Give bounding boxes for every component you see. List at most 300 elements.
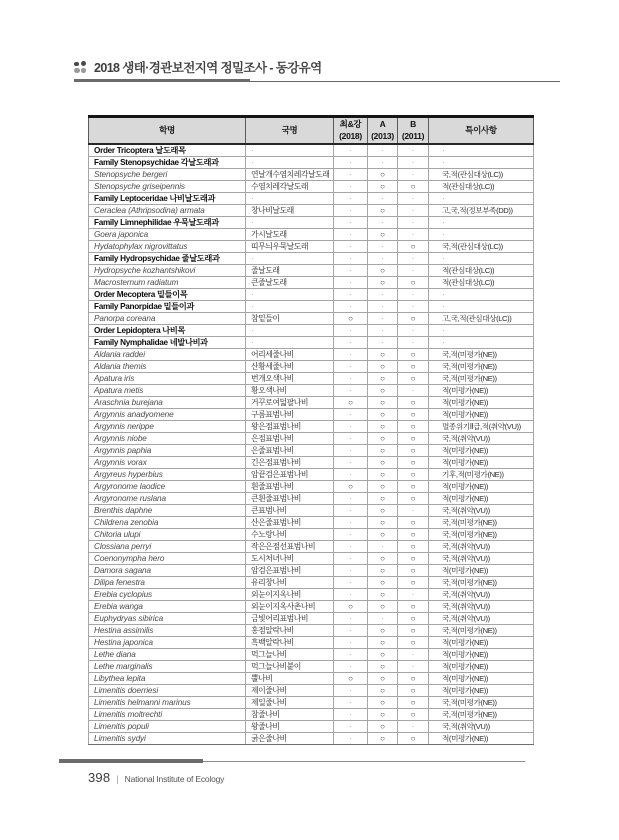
survey-2018-cell: ·: [334, 193, 368, 205]
survey-2013-cell: ○: [368, 457, 398, 469]
survey-2013-cell: ·: [368, 289, 398, 301]
korean-name-cell: 외눈이지옥나비: [246, 589, 334, 601]
table-head: [89, 117, 534, 145]
species-row: [89, 565, 534, 577]
korean-name-cell: 외눈이지옥사촌나비: [246, 601, 334, 613]
survey-2011-cell: ○: [398, 457, 429, 469]
species-row: [89, 277, 534, 289]
korean-name-cell: 참줄나비: [246, 709, 334, 721]
species-row: [89, 553, 534, 565]
species-row: [89, 601, 534, 613]
species-row: [89, 373, 534, 385]
scientific-name-cell: Hestina assimilis: [89, 625, 246, 637]
survey-2013-cell: ○: [368, 517, 398, 529]
note-cell: 적(관심대상(LC)): [429, 265, 534, 277]
page-header: [74, 59, 560, 82]
survey-2011-cell: ·: [398, 325, 429, 337]
survey-2013-cell: ·: [368, 613, 398, 625]
note-cell: 국,적(취약(VU)): [429, 721, 534, 733]
note-cell: 적(미평가(NE)): [429, 385, 534, 397]
column-header-3: 최&강 (2018): [334, 117, 368, 145]
survey-2011-cell: ○: [398, 565, 429, 577]
survey-2018-cell: ·: [334, 385, 368, 397]
survey-2011-cell: ·: [398, 505, 429, 517]
survey-2018-cell: ·: [334, 685, 368, 697]
survey-2018-cell: ·: [334, 253, 368, 265]
note-cell: ·: [429, 229, 534, 241]
survey-2011-cell: ·: [398, 721, 429, 733]
survey-2013-cell: ○: [368, 385, 398, 397]
survey-2011-cell: ○: [398, 421, 429, 433]
note-cell: ·: [429, 301, 534, 313]
survey-2011-cell: ○: [398, 241, 429, 253]
note-cell: 적(미평가(NE)): [429, 397, 534, 409]
survey-2011-cell: ○: [398, 433, 429, 445]
footer-separator: |: [116, 774, 119, 784]
korean-name-cell: 띠무늬우묵날도래: [246, 241, 334, 253]
survey-2018-cell: ·: [334, 325, 368, 337]
survey-2018-cell: ○: [334, 313, 368, 325]
column-header-5: B (2011): [398, 117, 429, 145]
korean-name-cell: ·: [246, 289, 334, 301]
page-number: 398: [88, 770, 111, 785]
note-cell: ·: [429, 289, 534, 301]
scientific-name-cell: Stenopsyche griseipennis: [89, 181, 246, 193]
species-row: [89, 469, 534, 481]
note-cell: 기후,적(미평가(NE)): [429, 469, 534, 481]
note-cell: 적(미평가(NE)): [429, 673, 534, 685]
group-row: [89, 144, 534, 157]
note-cell: 국,적(취약(VU)): [429, 541, 534, 553]
species-row: [89, 361, 534, 373]
note-cell: 국,적(미평가(NE)): [429, 709, 534, 721]
survey-2011-cell: ·: [398, 229, 429, 241]
species-row: [89, 493, 534, 505]
scientific-name-cell: Argynnis niobe: [89, 433, 246, 445]
scientific-name-cell: Euphydryas sibirica: [89, 613, 246, 625]
note-cell: 적(미평가(NE)): [429, 457, 534, 469]
group-row: [89, 289, 534, 301]
species-row: [89, 721, 534, 733]
survey-2018-cell: ·: [334, 589, 368, 601]
species-row: [89, 625, 534, 637]
korean-name-cell: 흰줄표범나비: [246, 481, 334, 493]
korean-name-cell: 먹그늘나비붙이: [246, 661, 334, 673]
species-row: [89, 349, 534, 361]
survey-2013-cell: ○: [368, 481, 398, 493]
species-row: [89, 409, 534, 421]
survey-2013-cell: ·: [368, 253, 398, 265]
scientific-name-cell: Argyronome ruslana: [89, 493, 246, 505]
scientific-name-cell: Family Panorpidae 밑들이과: [89, 301, 246, 313]
korean-name-cell: 창나비날도래: [246, 205, 334, 217]
note-cell: 국,적(미평가(NE)): [429, 529, 534, 541]
survey-2011-cell: ○: [398, 445, 429, 457]
species-row: [89, 505, 534, 517]
note-cell: 국,적(미평가(NE)): [429, 517, 534, 529]
survey-2018-cell: ·: [334, 709, 368, 721]
species-table: [88, 115, 534, 745]
note-cell: ·: [429, 157, 534, 169]
scientific-name-cell: Ceraclea (Athripsodina) armata: [89, 205, 246, 217]
note-cell: 국,적(취약(VU)): [429, 505, 534, 517]
korean-name-cell: 구름표범나비: [246, 409, 334, 421]
column-header-2: 국명: [246, 117, 334, 145]
scientific-name-cell: Limenitis doerriesi: [89, 685, 246, 697]
note-cell: 적(미평가(NE)): [429, 445, 534, 457]
korean-name-cell: 줄날도래: [246, 265, 334, 277]
survey-2011-cell: ·: [398, 157, 429, 169]
survey-2013-cell: ○: [368, 589, 398, 601]
note-cell: 국,적(미평가(NE)): [429, 349, 534, 361]
survey-2018-cell: ·: [334, 301, 368, 313]
species-row: [89, 385, 534, 397]
note-cell: 적(미평가(NE)): [429, 637, 534, 649]
scientific-name-cell: Family Leptoceridae 나비날도래과: [89, 193, 246, 205]
note-cell: 적(관심대상(LC)): [429, 277, 534, 289]
scientific-name-cell: Order Mecoptera 밑들이목: [89, 289, 246, 301]
survey-2013-cell: ○: [368, 601, 398, 613]
note-cell: 국,적(취약(VU)): [429, 601, 534, 613]
scientific-name-cell: Apatura metis: [89, 385, 246, 397]
survey-2013-cell: ○: [368, 673, 398, 685]
species-row: [89, 313, 534, 325]
survey-2013-cell: ○: [368, 493, 398, 505]
korean-name-cell: 어리세줄나비: [246, 349, 334, 361]
survey-2013-cell: ○: [368, 433, 398, 445]
survey-2018-cell: ·: [334, 229, 368, 241]
survey-2011-cell: ○: [398, 481, 429, 493]
survey-2013-cell: ·: [368, 241, 398, 253]
survey-2013-cell: ○: [368, 397, 398, 409]
korean-name-cell: 도시처녀나비: [246, 553, 334, 565]
survey-2018-cell: ·: [334, 241, 368, 253]
survey-2018-cell: ○: [334, 601, 368, 613]
note-cell: 국,적(미평가(NE)): [429, 361, 534, 373]
korean-name-cell: 제일줄나비: [246, 697, 334, 709]
survey-2011-cell: ·: [398, 169, 429, 181]
survey-2013-cell: ·: [368, 193, 398, 205]
survey-2011-cell: ·: [398, 661, 429, 673]
survey-2018-cell: ·: [334, 517, 368, 529]
species-row: [89, 637, 534, 649]
korean-name-cell: 황오색나비: [246, 385, 334, 397]
korean-name-cell: 큰흰줄표범나비: [246, 493, 334, 505]
note-cell: 적(미평가(NE)): [429, 733, 534, 745]
note-cell: 국,적(취약(VU)): [429, 589, 534, 601]
survey-2011-cell: ·: [398, 265, 429, 277]
survey-2013-cell: ○: [368, 721, 398, 733]
survey-2018-cell: ·: [334, 457, 368, 469]
survey-2011-cell: ○: [398, 493, 429, 505]
survey-2018-cell: ·: [334, 337, 368, 349]
survey-2018-cell: ·: [334, 577, 368, 589]
species-row: [89, 265, 534, 277]
korean-name-cell: 참밑들이: [246, 313, 334, 325]
note-cell: 적(관심대상(LC)): [429, 181, 534, 193]
survey-2018-cell: ·: [334, 721, 368, 733]
column-header-1: 학명: [89, 117, 246, 145]
note-cell: 멸종위기Ⅱ급,적(취약(VU)): [429, 421, 534, 433]
survey-2011-cell: ○: [398, 349, 429, 361]
korean-name-cell: 흑백알락나비: [246, 637, 334, 649]
survey-2011-cell: ·: [398, 289, 429, 301]
note-cell: 적(미평가(NE)): [429, 481, 534, 493]
survey-2011-cell: ·: [398, 337, 429, 349]
scientific-name-cell: Limenitis helmanni marinus: [89, 697, 246, 709]
survey-2011-cell: ○: [398, 697, 429, 709]
korean-name-cell: 은점표범나비: [246, 433, 334, 445]
korean-name-cell: 산황세줄나비: [246, 361, 334, 373]
survey-2013-cell: ○: [368, 469, 398, 481]
survey-2018-cell: ·: [334, 637, 368, 649]
note-cell: ·: [429, 193, 534, 205]
survey-2011-cell: ○: [398, 625, 429, 637]
survey-2018-cell: ·: [334, 289, 368, 301]
scientific-name-cell: Argyronome laodice: [89, 481, 246, 493]
note-cell: 적(미평가(NE)): [429, 661, 534, 673]
header-title-line: [74, 59, 560, 75]
species-row: [89, 697, 534, 709]
note-cell: 국,적(취약(VU)): [429, 433, 534, 445]
survey-2011-cell: ·: [398, 301, 429, 313]
species-row: [89, 673, 534, 685]
scientific-name-cell: Family Limnephilidae 우묵날도래과: [89, 217, 246, 229]
survey-2011-cell: ○: [398, 373, 429, 385]
survey-2018-cell: ·: [334, 409, 368, 421]
column-header-6: 특이사항: [429, 117, 534, 145]
survey-2011-cell: ○: [398, 397, 429, 409]
scientific-name-cell: Lethe marginalis: [89, 661, 246, 673]
survey-2013-cell: ○: [368, 625, 398, 637]
scientific-name-cell: Clossiana perryi: [89, 541, 246, 553]
group-row: [89, 325, 534, 337]
survey-2013-cell: ○: [368, 505, 398, 517]
survey-2018-cell: ·: [334, 144, 368, 157]
species-row: [89, 181, 534, 193]
survey-2018-cell: ·: [334, 505, 368, 517]
survey-2011-cell: ○: [398, 637, 429, 649]
scientific-name-cell: Argynnis paphia: [89, 445, 246, 457]
survey-2013-cell: ○: [368, 565, 398, 577]
scientific-name-cell: Lethe diana: [89, 649, 246, 661]
species-row: [89, 649, 534, 661]
species-row: [89, 661, 534, 673]
survey-2011-cell: ○: [398, 517, 429, 529]
survey-2018-cell: ·: [334, 697, 368, 709]
korean-name-cell: 제이줄나비: [246, 685, 334, 697]
survey-2018-cell: ·: [334, 181, 368, 193]
korean-name-cell: 암끝검은표범나비: [246, 469, 334, 481]
species-row: [89, 169, 534, 181]
korean-name-cell: 연날개수염치레각날도래: [246, 169, 334, 181]
survey-2018-cell: ·: [334, 265, 368, 277]
species-row: [89, 229, 534, 241]
survey-2018-cell: ·: [334, 205, 368, 217]
survey-2018-cell: ·: [334, 361, 368, 373]
species-row: [89, 613, 534, 625]
survey-2018-cell: ·: [334, 541, 368, 553]
species-row: [89, 433, 534, 445]
survey-2018-cell: ·: [334, 565, 368, 577]
scientific-name-cell: Limenitis moltrechti: [89, 709, 246, 721]
table-head-row: [89, 117, 534, 145]
korean-name-cell: 먹그늘나비: [246, 649, 334, 661]
survey-2011-cell: ○: [398, 181, 429, 193]
survey-2018-cell: ·: [334, 169, 368, 181]
survey-2018-cell: ·: [334, 613, 368, 625]
korean-name-cell: 왕은점표범나비: [246, 421, 334, 433]
survey-2013-cell: ○: [368, 277, 398, 289]
note-cell: 국,적(미평가(NE)): [429, 577, 534, 589]
korean-name-cell: 번개오색나비: [246, 373, 334, 385]
note-cell: 적(미평가(NE)): [429, 409, 534, 421]
survey-2011-cell: ○: [398, 733, 429, 745]
note-cell: 적(미평가(NE)): [429, 685, 534, 697]
korean-name-cell: ·: [246, 325, 334, 337]
survey-2011-cell: ·: [398, 385, 429, 397]
footer-text: [59, 770, 535, 785]
korean-name-cell: ·: [246, 253, 334, 265]
survey-2011-cell: ○: [398, 361, 429, 373]
report-title: 2018 생태·경관보전지역 정밀조사 - 동강유역: [94, 61, 322, 75]
species-row: [89, 205, 534, 217]
species-row: [89, 685, 534, 697]
survey-2018-cell: ·: [334, 157, 368, 169]
species-row: [89, 397, 534, 409]
korean-name-cell: 굵은줄나비: [246, 733, 334, 745]
survey-2018-cell: ·: [334, 529, 368, 541]
note-cell: 국,적(미평가(NE)): [429, 697, 534, 709]
column-header-4: A (2013): [368, 117, 398, 145]
scientific-name-cell: Dilipa fenestra: [89, 577, 246, 589]
survey-2018-cell: ·: [334, 277, 368, 289]
species-row: [89, 709, 534, 721]
scientific-name-cell: Damora sagana: [89, 565, 246, 577]
scientific-name-cell: Argynnis vorax: [89, 457, 246, 469]
group-row: [89, 337, 534, 349]
species-row: [89, 529, 534, 541]
scientific-name-cell: Order Lepidoptera 나비목: [89, 325, 246, 337]
survey-2018-cell: ·: [334, 493, 368, 505]
nie-dots-logo-icon: [74, 61, 87, 74]
survey-2018-cell: ·: [334, 625, 368, 637]
group-row: [89, 157, 534, 169]
survey-2018-cell: ·: [334, 217, 368, 229]
note-cell: ·: [429, 217, 534, 229]
note-cell: 고,국,적(관심대상(LC)): [429, 313, 534, 325]
survey-2011-cell: ○: [398, 469, 429, 481]
survey-2013-cell: ·: [368, 144, 398, 157]
korean-name-cell: 왕줄나비: [246, 721, 334, 733]
scientific-name-cell: Chitoria ulupi: [89, 529, 246, 541]
survey-2011-cell: ·: [398, 217, 429, 229]
survey-2013-cell: ○: [368, 361, 398, 373]
korean-name-cell: 가시날도래: [246, 229, 334, 241]
scientific-name-cell: Hydropsyche kozhantshikovi: [89, 265, 246, 277]
survey-2013-cell: ○: [368, 181, 398, 193]
survey-2018-cell: ·: [334, 421, 368, 433]
survey-2013-cell: ○: [368, 169, 398, 181]
scientific-name-cell: Araschnia burejana: [89, 397, 246, 409]
note-cell: 국,적(취약(VU)): [429, 613, 534, 625]
scientific-name-cell: Aldania raddei: [89, 349, 246, 361]
survey-2013-cell: ○: [368, 649, 398, 661]
korean-name-cell: ·: [246, 157, 334, 169]
scientific-name-cell: Erebia cyclopius: [89, 589, 246, 601]
survey-2018-cell: ·: [334, 349, 368, 361]
survey-2011-cell: ○: [398, 601, 429, 613]
table-body: [89, 144, 534, 745]
korean-name-cell: 유리창나비: [246, 577, 334, 589]
note-cell: ·: [429, 253, 534, 265]
scientific-name-cell: Childrena zenobia: [89, 517, 246, 529]
survey-2011-cell: ○: [398, 313, 429, 325]
survey-2013-cell: ○: [368, 577, 398, 589]
note-cell: 국,적(미평가(NE)): [429, 373, 534, 385]
note-cell: 고,국,적(정보부족(DD)): [429, 205, 534, 217]
scientific-name-cell: Panorpa coreana: [89, 313, 246, 325]
korean-name-cell: 거꾸로여덟팔나비: [246, 397, 334, 409]
survey-2013-cell: ○: [368, 265, 398, 277]
survey-2013-cell: ○: [368, 697, 398, 709]
survey-2013-cell: ○: [368, 445, 398, 457]
footer-divider: [59, 759, 535, 763]
survey-2013-cell: ·: [368, 337, 398, 349]
survey-2011-cell: ○: [398, 553, 429, 565]
scientific-name-cell: Hestina japonica: [89, 637, 246, 649]
scientific-name-cell: Family Nymphalidae 네발나비과: [89, 337, 246, 349]
korean-name-cell: ·: [246, 217, 334, 229]
scientific-name-cell: Argyreus hyperbius: [89, 469, 246, 481]
survey-2013-cell: ·: [368, 325, 398, 337]
survey-2013-cell: ○: [368, 373, 398, 385]
survey-2013-cell: ○: [368, 661, 398, 673]
survey-2013-cell: ○: [368, 709, 398, 721]
scientific-name-cell: Brenthis daphne: [89, 505, 246, 517]
species-row: [89, 733, 534, 745]
survey-2011-cell: ○: [398, 673, 429, 685]
survey-2013-cell: ○: [368, 349, 398, 361]
page-footer: [59, 759, 535, 785]
korean-name-cell: 암검은표범나비: [246, 565, 334, 577]
survey-2011-cell: ○: [398, 613, 429, 625]
survey-2011-cell: ·: [398, 205, 429, 217]
survey-2013-cell: ○: [368, 409, 398, 421]
institute-name: National Institute of Ecology: [124, 774, 225, 784]
survey-2011-cell: ·: [398, 589, 429, 601]
korean-name-cell: 긴은점표범나비: [246, 457, 334, 469]
species-row: [89, 577, 534, 589]
survey-2013-cell: ·: [368, 157, 398, 169]
survey-2013-cell: ·: [368, 313, 398, 325]
korean-name-cell: 홍점알락나비: [246, 625, 334, 637]
survey-2013-cell: ·: [368, 301, 398, 313]
survey-2011-cell: ○: [398, 541, 429, 553]
scientific-name-cell: Hydatophylax nigrovittatus: [89, 241, 246, 253]
korean-name-cell: 작은은점선표범나비: [246, 541, 334, 553]
species-row: [89, 457, 534, 469]
survey-2011-cell: ○: [398, 577, 429, 589]
survey-2011-cell: ○: [398, 685, 429, 697]
scientific-name-cell: Stenopsyche bergeri: [89, 169, 246, 181]
species-row: [89, 241, 534, 253]
group-row: [89, 253, 534, 265]
scientific-name-cell: Erebia wanga: [89, 601, 246, 613]
korean-name-cell: ·: [246, 144, 334, 157]
note-cell: 적(미평가(NE)): [429, 649, 534, 661]
scientific-name-cell: Apatura iris: [89, 373, 246, 385]
